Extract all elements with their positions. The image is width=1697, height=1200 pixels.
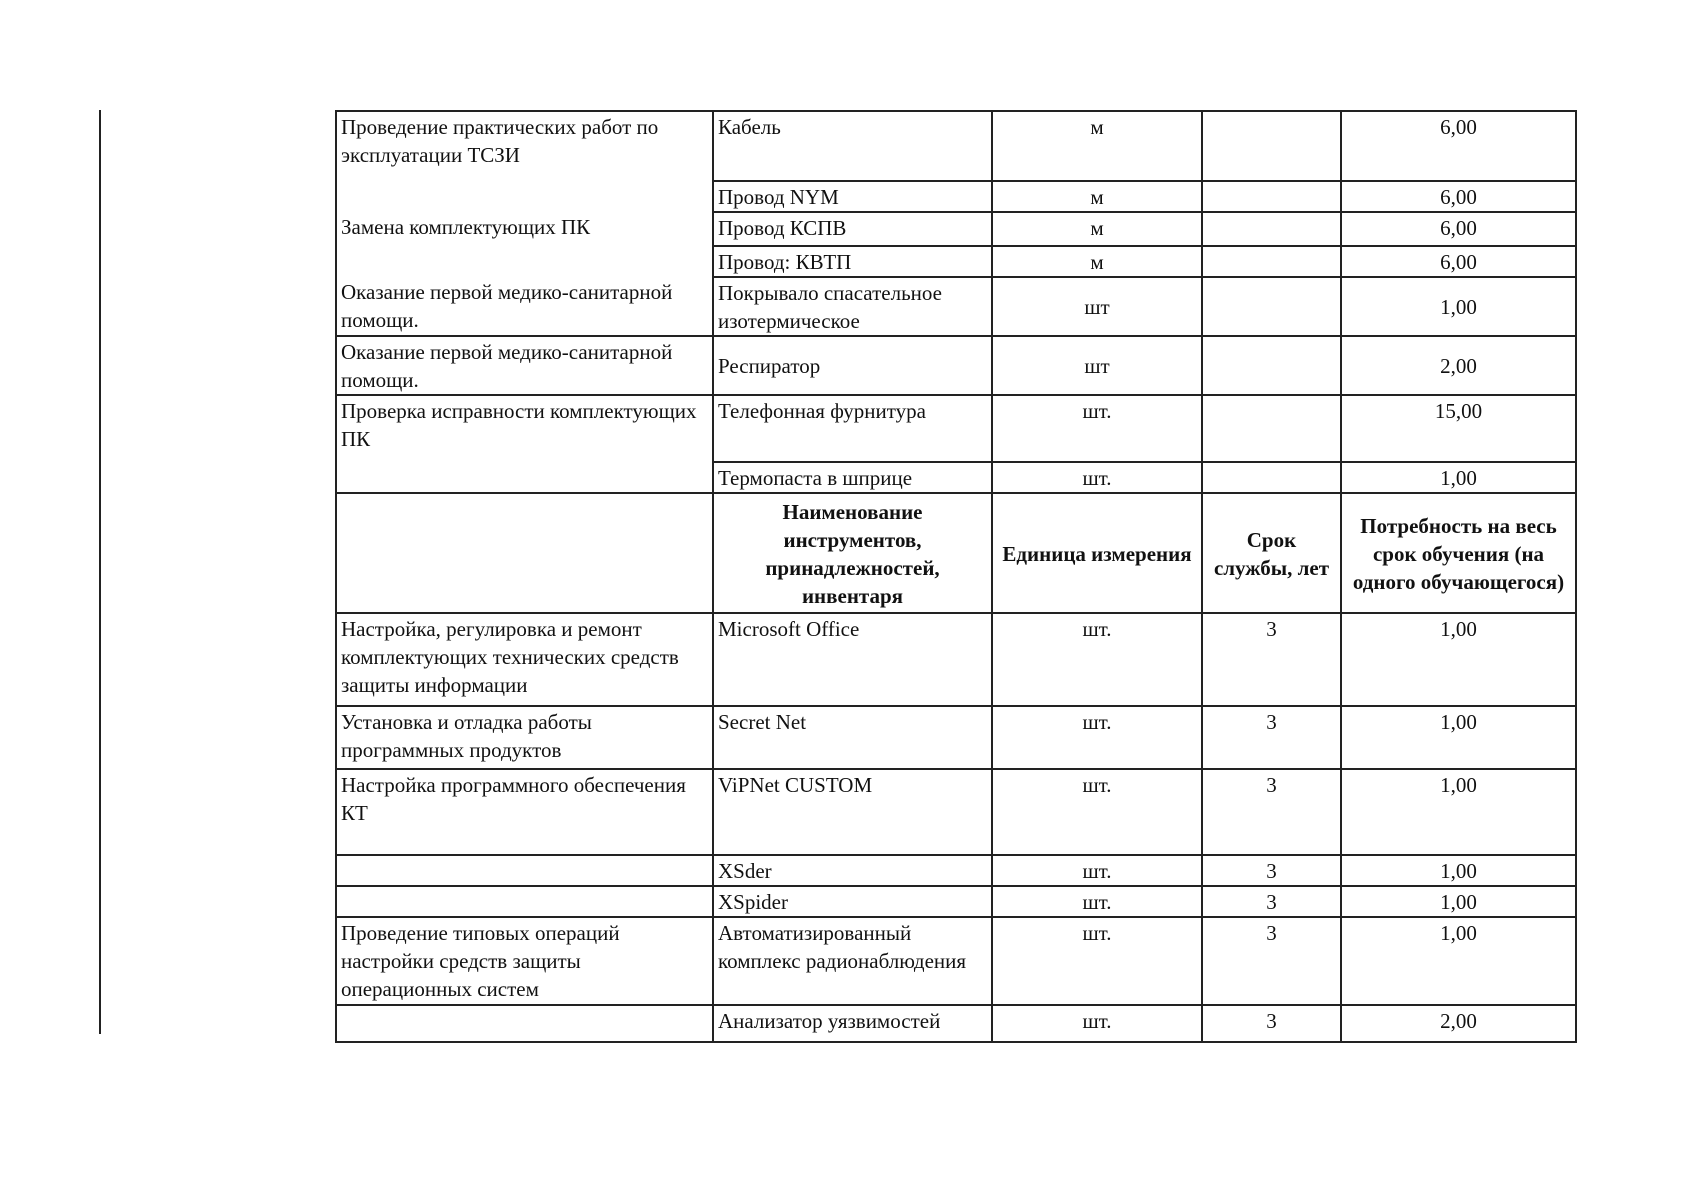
service-life-cell [1202,111,1341,181]
equipment-table [335,110,1577,1043]
header-name: Наименование инструментов, принадлежностей, инвентаря [713,493,992,613]
activity-cell [336,855,713,886]
activity-cell: Установка и отладка работы программных продуктов [336,706,713,769]
service-life-cell [1202,277,1341,336]
name-cell: Автоматизированный комплекс радионаблюдения [713,917,992,1005]
name-cell: Покрывало спасательное изотермическое [713,277,992,336]
unit-cell: шт. [992,1005,1202,1042]
table-row [336,212,1576,246]
header-activity [336,493,713,613]
need-cell: 1,00 [1341,886,1576,917]
unit-cell: м [992,111,1202,181]
name-cell: ViPNet CUSTOM [713,769,992,855]
unit-cell: шт [992,277,1202,336]
service-life-cell [1202,181,1341,212]
activity-cell: Оказание первой медико-санитарной помощи. [336,336,713,395]
name-cell: Провод КСПВ [713,212,992,246]
name-cell: Microsoft Office [713,613,992,706]
need-cell: 6,00 [1341,246,1576,277]
service-life-cell [1202,462,1341,493]
name-cell: Кабель [713,111,992,181]
unit-cell: м [992,246,1202,277]
unit-cell: м [992,212,1202,246]
service-life-cell [1202,246,1341,277]
activity-cell: Замена комплектующих ПК [336,212,713,246]
name-cell: XSder [713,855,992,886]
name-cell: Термопаста в шприце [713,462,992,493]
service-life-cell: 3 [1202,1005,1341,1042]
need-cell: 2,00 [1341,1005,1576,1042]
need-cell: 2,00 [1341,336,1576,395]
unit-cell: шт. [992,462,1202,493]
unit-cell: шт. [992,706,1202,769]
name-cell: Провод NYM [713,181,992,212]
table-row [336,277,1576,336]
need-cell: 1,00 [1341,917,1576,1005]
unit-cell: м [992,181,1202,212]
service-life-cell: 3 [1202,706,1341,769]
activity-cell [336,246,713,277]
name-cell: Респиратор [713,336,992,395]
name-cell: Анализатор уязвимостей [713,1005,992,1042]
need-cell: 1,00 [1341,277,1576,336]
margin-line [99,110,101,1034]
unit-cell: шт. [992,855,1202,886]
activity-cell: Проведение практических работ по эксплуатации ТСЗИ [336,111,713,181]
table-row [336,246,1576,277]
unit-cell: шт. [992,395,1202,462]
service-life-cell [1202,336,1341,395]
need-cell: 1,00 [1341,769,1576,855]
header-need: Потребность на весь срок обучения (на одного обучающегося) [1341,493,1576,613]
table-row [336,181,1576,212]
need-cell: 6,00 [1341,181,1576,212]
name-cell: Провод: КВТП [713,246,992,277]
service-life-cell [1202,212,1341,246]
need-cell: 6,00 [1341,111,1576,181]
name-cell: Secret Net [713,706,992,769]
table-row [336,1005,1576,1042]
service-life-cell [1202,395,1341,462]
need-cell: 1,00 [1341,462,1576,493]
table-row [336,886,1576,917]
table-row [336,395,1576,462]
need-cell: 1,00 [1341,855,1576,886]
unit-cell: шт. [992,886,1202,917]
table-row [336,613,1576,706]
unit-cell: шт [992,336,1202,395]
activity-cell [336,886,713,917]
service-life-cell: 3 [1202,613,1341,706]
table-row [336,336,1576,395]
activity-cell: Оказание первой медико-санитарной помощи. [336,277,713,336]
service-life-cell: 3 [1202,917,1341,1005]
activity-cell: Проверка исправности комплектующих ПК [336,395,713,462]
table-row [336,855,1576,886]
name-cell: Телефонная фурнитура [713,395,992,462]
table-row [336,462,1576,493]
activity-cell: Настройка программного обеспечения КТ [336,769,713,855]
activity-cell: Настройка, регулировка и ремонт комплектующих технических средств защиты информации [336,613,713,706]
need-cell: 15,00 [1341,395,1576,462]
activity-cell [336,1005,713,1042]
table-row [336,917,1576,1005]
table-header-row [336,493,1576,613]
activity-cell [336,181,713,212]
need-cell: 1,00 [1341,613,1576,706]
name-cell: XSpider [713,886,992,917]
table-row [336,706,1576,769]
service-life-cell: 3 [1202,855,1341,886]
service-life-cell: 3 [1202,769,1341,855]
unit-cell: шт. [992,613,1202,706]
table-row [336,111,1576,181]
table-row [336,769,1576,855]
activity-cell [336,462,713,493]
need-cell: 6,00 [1341,212,1576,246]
service-life-cell: 3 [1202,886,1341,917]
header-service-life: Срок службы, лет [1202,493,1341,613]
unit-cell: шт. [992,769,1202,855]
activity-cell: Проведение типовых операций настройки средств защиты операционных систем [336,917,713,1005]
header-unit: Единица измерения [992,493,1202,613]
unit-cell: шт. [992,917,1202,1005]
need-cell: 1,00 [1341,706,1576,769]
